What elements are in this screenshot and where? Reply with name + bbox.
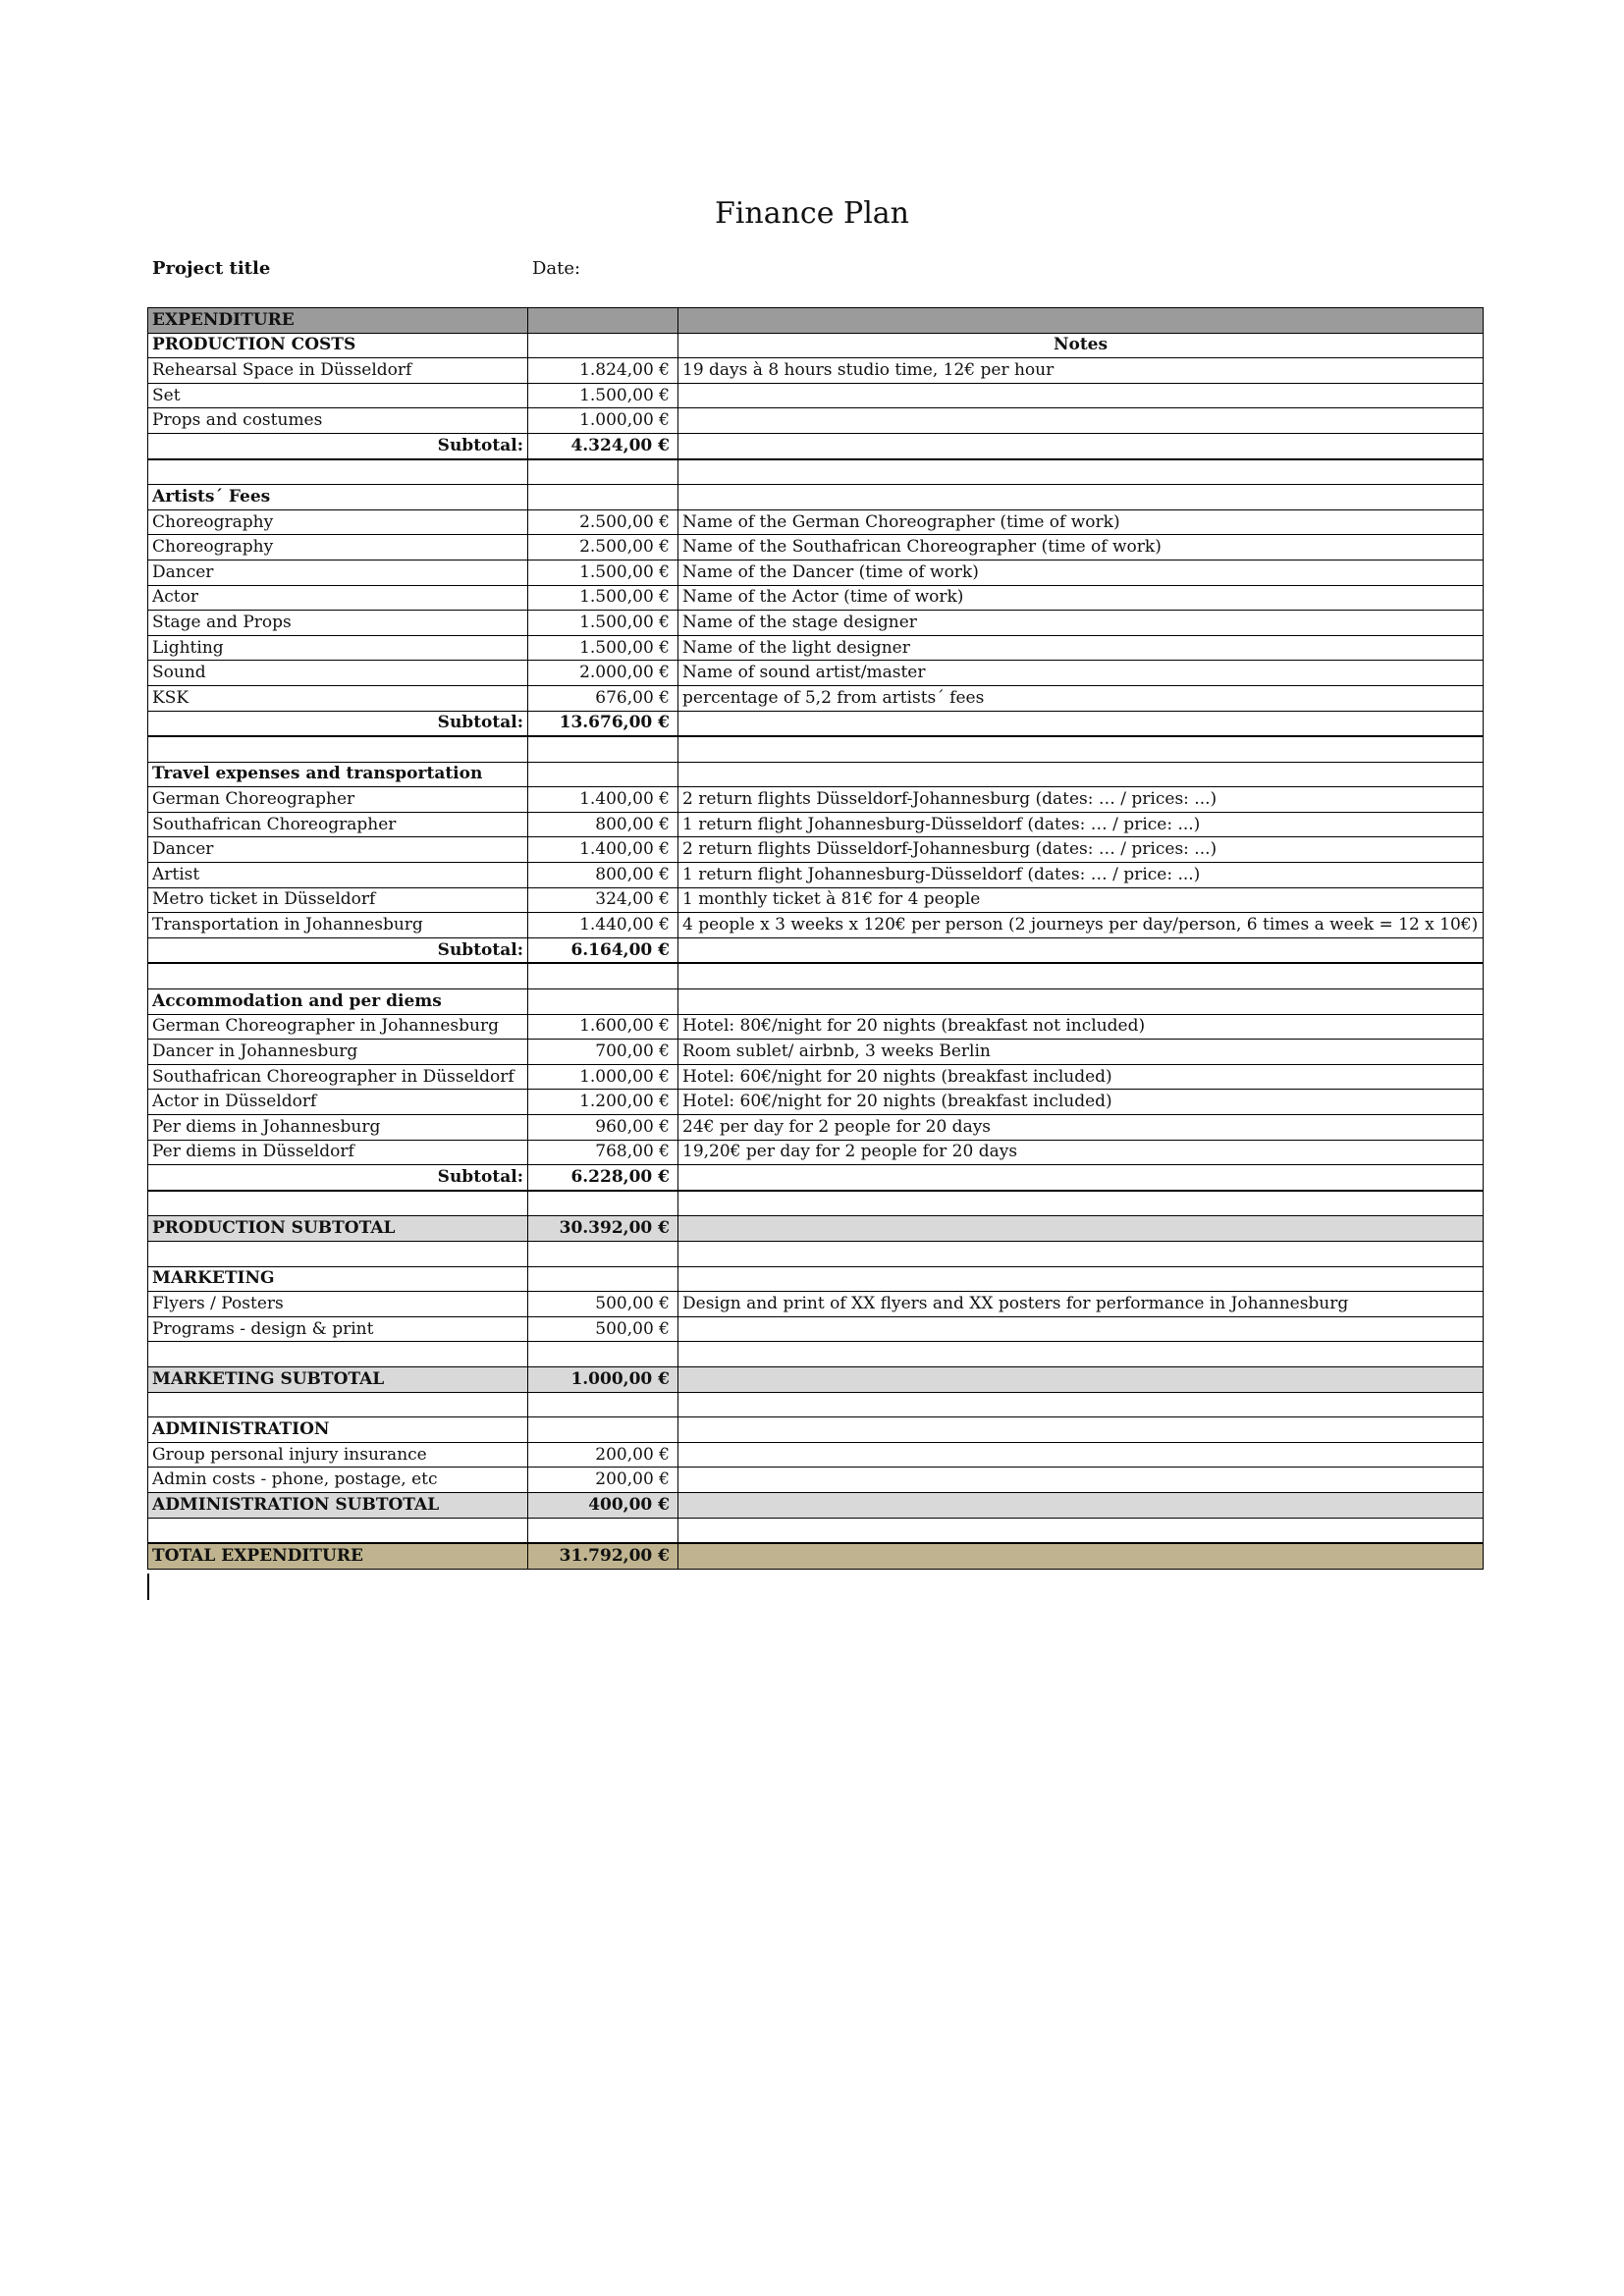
table-row (148, 611, 1484, 636)
table-row (148, 661, 1484, 686)
amount-cell: 1.000,00 € (528, 1366, 678, 1392)
note-cell (678, 459, 1484, 485)
page-title: Finance Plan (714, 196, 910, 231)
item-label-cell (148, 1342, 528, 1367)
table-row (148, 812, 1484, 837)
note-cell: percentage of 5,2 from artists´ fees (678, 685, 1484, 711)
note-cell (678, 1316, 1484, 1342)
item-label-cell: MARKETING SUBTOTAL (148, 1366, 528, 1392)
table-row (148, 1014, 1484, 1040)
subtotal-row (148, 1165, 1484, 1191)
note-cell (678, 762, 1484, 787)
item-label-cell (148, 963, 528, 988)
amount-cell (528, 1417, 678, 1443)
expenditure-header-row (148, 308, 1484, 334)
notes-header-cell: Notes (678, 333, 1484, 358)
item-label-cell: Actor (148, 585, 528, 611)
item-label-cell: Lighting (148, 635, 528, 661)
table-row (148, 863, 1484, 888)
table-row (148, 837, 1484, 863)
blank-row (148, 459, 1484, 485)
blank-row (148, 1241, 1484, 1266)
total-row (148, 1543, 1484, 1569)
table-row (148, 1115, 1484, 1141)
item-label-cell: Actor in Düsseldorf (148, 1090, 528, 1115)
section-header-row (148, 485, 1484, 510)
note-cell: Hotel: 80€/night for 20 nights (breakfast not included) (678, 1014, 1484, 1040)
amount-cell (528, 1518, 678, 1543)
item-label-cell: ADMINISTRATION SUBTOTAL (148, 1492, 528, 1518)
table-row (148, 1316, 1484, 1342)
note-cell: Name of the Dancer (time of work) (678, 560, 1484, 585)
note-cell (678, 1518, 1484, 1543)
item-label-cell: Per diems in Johannesburg (148, 1115, 528, 1141)
table-row (148, 383, 1484, 408)
item-label-cell (148, 736, 528, 762)
note-cell: 19 days à 8 hours studio time, 12€ per hour (678, 358, 1484, 384)
amount-cell: 700,00 € (528, 1040, 678, 1065)
item-label-cell: Group personal injury insurance (148, 1442, 528, 1468)
table-row (148, 913, 1484, 938)
amount-cell: 1.500,00 € (528, 635, 678, 661)
note-cell: 19,20€ per day for 2 people for 20 days (678, 1140, 1484, 1165)
table-row (148, 887, 1484, 913)
section-subtotal-row (148, 1216, 1484, 1242)
item-label-cell: Rehearsal Space in Düsseldorf (148, 358, 528, 384)
amount-cell (528, 1241, 678, 1266)
amount-cell: 1.400,00 € (528, 787, 678, 813)
item-label-cell: ADMINISTRATION (148, 1417, 528, 1443)
amount-cell: 1.440,00 € (528, 913, 678, 938)
note-cell (678, 383, 1484, 408)
note-cell: Name of the German Choreographer (time of work) (678, 509, 1484, 535)
item-label-cell: TOTAL EXPENDITURE (148, 1543, 528, 1569)
note-cell (678, 989, 1484, 1015)
item-label-cell: Artist (148, 863, 528, 888)
note-cell (678, 711, 1484, 736)
amount-cell: 4.324,00 € (528, 433, 678, 458)
amount-cell (528, 989, 678, 1015)
note-cell (678, 1392, 1484, 1417)
note-cell (678, 937, 1484, 963)
amount-cell: 1.500,00 € (528, 585, 678, 611)
amount-cell: 200,00 € (528, 1442, 678, 1468)
item-label-cell: German Choreographer in Johannesburg (148, 1014, 528, 1040)
note-cell (678, 1366, 1484, 1392)
item-label-cell: Subtotal: (148, 433, 528, 458)
item-label-cell: Dancer (148, 837, 528, 863)
amount-cell: 31.792,00 € (528, 1543, 678, 1569)
blank-row (148, 1342, 1484, 1367)
note-cell: Name of the Southafrican Choreographer (time of work) (678, 535, 1484, 561)
amount-cell: 960,00 € (528, 1115, 678, 1141)
item-label-cell: Southafrican Choreographer (148, 812, 528, 837)
note-cell (678, 963, 1484, 988)
amount-cell: 1.000,00 € (528, 408, 678, 434)
amount-cell: 200,00 € (528, 1468, 678, 1493)
note-cell (678, 1468, 1484, 1493)
table-row (148, 1064, 1484, 1090)
item-label-cell: Dancer in Johannesburg (148, 1040, 528, 1065)
item-label-cell (148, 1392, 528, 1417)
amount-cell: 1.500,00 € (528, 560, 678, 585)
amount-cell: 1.500,00 € (528, 383, 678, 408)
table-row (148, 560, 1484, 585)
amount-cell (528, 308, 678, 334)
item-label-cell (148, 1191, 528, 1216)
amount-cell: 1.824,00 € (528, 358, 678, 384)
note-cell (678, 1442, 1484, 1468)
note-cell: Name of the stage designer (678, 611, 1484, 636)
table-row (148, 635, 1484, 661)
amount-cell: 1.400,00 € (528, 837, 678, 863)
note-cell (678, 1241, 1484, 1266)
item-label-cell: Per diems in Düsseldorf (148, 1140, 528, 1165)
table-row (148, 1292, 1484, 1317)
note-cell (678, 433, 1484, 458)
note-cell (678, 736, 1484, 762)
amount-cell: 676,00 € (528, 685, 678, 711)
amount-cell (528, 333, 678, 358)
note-cell: Hotel: 60€/night for 20 nights (breakfast included) (678, 1090, 1484, 1115)
amount-cell (528, 963, 678, 988)
item-label-cell: Travel expenses and transportation (148, 762, 528, 787)
section-header-row (148, 1417, 1484, 1443)
project-title-label: Project title (152, 258, 271, 279)
item-label-cell: EXPENDITURE (148, 308, 528, 334)
note-cell (678, 1165, 1484, 1191)
item-label-cell (148, 1518, 528, 1543)
date-label: Date: (532, 258, 581, 279)
item-label-cell: Set (148, 383, 528, 408)
table-row (148, 535, 1484, 561)
item-label-cell: MARKETING (148, 1266, 528, 1292)
item-label-cell: Admin costs - phone, postage, etc (148, 1468, 528, 1493)
item-label-cell: PRODUCTION COSTS (148, 333, 528, 358)
blank-row (148, 736, 1484, 762)
item-label-cell: Accommodation and per diems (148, 989, 528, 1015)
amount-cell (528, 485, 678, 510)
section-subtotal-row (148, 1492, 1484, 1518)
item-label-cell: Programs - design & print (148, 1316, 528, 1342)
amount-cell: 2.000,00 € (528, 661, 678, 686)
table-row (148, 1140, 1484, 1165)
amount-cell: 6.228,00 € (528, 1165, 678, 1191)
item-label-cell: Choreography (148, 535, 528, 561)
blank-row (148, 1518, 1484, 1543)
amount-cell (528, 1342, 678, 1367)
subtotal-row (148, 433, 1484, 458)
amount-cell: 6.164,00 € (528, 937, 678, 963)
table-row (148, 358, 1484, 384)
note-cell: Design and print of XX flyers and XX posters for performance in Johannesburg (678, 1292, 1484, 1317)
note-cell: 1 return flight Johannesburg-Düsseldorf (dates: … / price: ...) (678, 812, 1484, 837)
note-cell (678, 1342, 1484, 1367)
blank-row (148, 1392, 1484, 1417)
note-cell: Name of the light designer (678, 635, 1484, 661)
subtotal-row (148, 711, 1484, 736)
note-cell: 2 return flights Düsseldorf-Johannesburg (dates: … / prices: ...) (678, 837, 1484, 863)
table-border-tail (147, 1574, 149, 1600)
note-cell (678, 308, 1484, 334)
amount-cell (528, 1266, 678, 1292)
amount-cell (528, 736, 678, 762)
item-label-cell: Dancer (148, 560, 528, 585)
section-header-row (148, 333, 1484, 358)
amount-cell: 2.500,00 € (528, 509, 678, 535)
item-label-cell: German Choreographer (148, 787, 528, 813)
table-row (148, 1090, 1484, 1115)
amount-cell (528, 1392, 678, 1417)
amount-cell: 800,00 € (528, 863, 678, 888)
note-cell (678, 1417, 1484, 1443)
amount-cell: 1.000,00 € (528, 1064, 678, 1090)
note-cell: 2 return flights Düsseldorf-Johannesburg (dates: … / prices: ...) (678, 787, 1484, 813)
amount-cell: 2.500,00 € (528, 535, 678, 561)
note-cell (678, 1216, 1484, 1242)
item-label-cell: Flyers / Posters (148, 1292, 528, 1317)
item-label-cell: Subtotal: (148, 711, 528, 736)
item-label-cell (148, 459, 528, 485)
item-label-cell: Sound (148, 661, 528, 686)
note-cell (678, 408, 1484, 434)
amount-cell: 13.676,00 € (528, 711, 678, 736)
item-label-cell: Southafrican Choreographer in Düsseldorf (148, 1064, 528, 1090)
table-row (148, 1442, 1484, 1468)
item-label-cell: Metro ticket in Düsseldorf (148, 887, 528, 913)
note-cell (678, 1543, 1484, 1569)
amount-cell: 1.600,00 € (528, 1014, 678, 1040)
amount-cell: 1.200,00 € (528, 1090, 678, 1115)
item-label-cell: PRODUCTION SUBTOTAL (148, 1216, 528, 1242)
note-cell: Room sublet/ airbnb, 3 weeks Berlin (678, 1040, 1484, 1065)
amount-cell: 800,00 € (528, 812, 678, 837)
amount-cell (528, 762, 678, 787)
note-cell: 1 return flight Johannesburg-Düsseldorf (dates: … / price: ...) (678, 863, 1484, 888)
amount-cell: 500,00 € (528, 1316, 678, 1342)
item-label-cell: Choreography (148, 509, 528, 535)
finance-table (147, 307, 1484, 1570)
item-label-cell (148, 1241, 528, 1266)
item-label-cell: Artists´ Fees (148, 485, 528, 510)
table-row (148, 585, 1484, 611)
table-row (148, 1468, 1484, 1493)
item-label-cell: Props and costumes (148, 408, 528, 434)
amount-cell: 400,00 € (528, 1492, 678, 1518)
table-row (148, 1040, 1484, 1065)
blank-row (148, 963, 1484, 988)
table-row (148, 685, 1484, 711)
note-cell: Name of the Actor (time of work) (678, 585, 1484, 611)
note-cell (678, 1492, 1484, 1518)
section-subtotal-row (148, 1366, 1484, 1392)
finance-table-body (148, 308, 1484, 1570)
item-label-cell: Subtotal: (148, 937, 528, 963)
section-header-row (148, 762, 1484, 787)
amount-cell: 768,00 € (528, 1140, 678, 1165)
amount-cell: 1.500,00 € (528, 611, 678, 636)
item-label-cell: Stage and Props (148, 611, 528, 636)
section-header-row (148, 989, 1484, 1015)
amount-cell (528, 459, 678, 485)
table-row (148, 787, 1484, 813)
note-cell (678, 1191, 1484, 1216)
section-header-row (148, 1266, 1484, 1292)
amount-cell: 30.392,00 € (528, 1216, 678, 1242)
item-label-cell: Transportation in Johannesburg (148, 913, 528, 938)
blank-row (148, 1191, 1484, 1216)
table-row (148, 509, 1484, 535)
note-cell: 1 monthly ticket à 81€ for 4 people (678, 887, 1484, 913)
item-label-cell: KSK (148, 685, 528, 711)
amount-cell: 500,00 € (528, 1292, 678, 1317)
item-label-cell: Subtotal: (148, 1165, 528, 1191)
table-row (148, 408, 1484, 434)
note-cell: 24€ per day for 2 people for 20 days (678, 1115, 1484, 1141)
subtotal-row (148, 937, 1484, 963)
note-cell (678, 1266, 1484, 1292)
note-cell: Name of sound artist/master (678, 661, 1484, 686)
amount-cell: 324,00 € (528, 887, 678, 913)
note-cell: 4 people x 3 weeks x 120€ per person (2 journeys per day/person, 6 times a week = 12 x 10€) (678, 913, 1484, 938)
note-cell: Hotel: 60€/night for 20 nights (breakfast included) (678, 1064, 1484, 1090)
note-cell (678, 485, 1484, 510)
amount-cell (528, 1191, 678, 1216)
